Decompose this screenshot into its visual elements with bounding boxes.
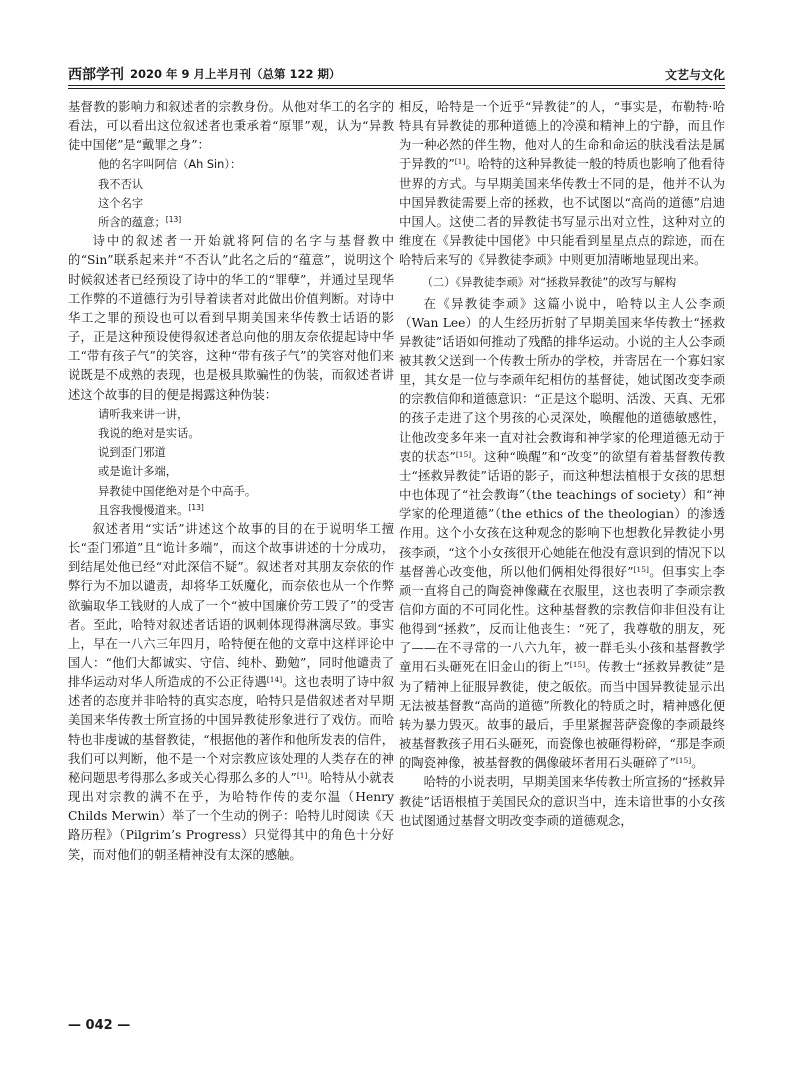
poem-line: 说到歪门邪道 — [98, 446, 166, 460]
poem-line: 他的名字叫阿信（Ah Sin）： — [98, 158, 242, 172]
section-name: 文艺与文化 — [664, 68, 725, 82]
citation: [13] — [165, 215, 182, 225]
poem-line: 或是诡计多端， — [98, 465, 178, 479]
paragraph-text: 在《异教徒李顽》这篇小说中，哈特以主人公李顽（Wan Lee）的人生经历折射了早期美国来华传教士“拯救异教徒”话语如何推动了残酷的排华运动。小说的主人公李顽被其教父送到一个传教士所办的学校，并寄居在一个寡妇家里，其女是一位与李顽年纪相仿的基督徒，她试图改变李顽的宗教信仰和道德意识：“正是这个聪明、活泼、天真、无邪的孩子走进了这个男孩的心灵深处，唤醒他的道德敏感性，让他改变多年来一直对社会教诲和神学家的伦理道德无动于衷的状态” — [399, 296, 726, 464]
paragraph: 哈特的小说表明，早期美国来华传教士所宣扬的“拯救异教徒”话语根植于美国民众的意识当中，连未谙世事的小女孩也试图通过基督文明改变李顽的道德观念， — [399, 775, 726, 828]
paragraph-text: 。这也表明了诗中叙述者的态度并非哈特的真实态度，哈特只是借叙述者对早期美国来华传教士所宣扬的中国异教徒形象进行了戏仿。而哈特也非虔诚的基督教徒，“根据他的著作和他所发表的信件，我们可以判断，他不是一个对宗教应该处理的人类存在的神秘问题思考得那么多或关心得那么多的人” — [68, 675, 395, 785]
paragraph-text: 。哈特从小就表现出对宗教的满不在乎，为哈特作传的麦尔温（Henry Childs Merwin）举了一个生动的例子：哈特儿时阅读《天路历程》（Pilgrim’s Progress）只觉得其中的角色十分好笑，而对他们的朝圣精神没有太深的感触。 — [68, 770, 394, 862]
citation: [1] — [454, 157, 466, 167]
running-header — [68, 58, 725, 84]
page-number: — 042 — — [68, 1018, 131, 1033]
paragraph-text: 。 — [691, 756, 704, 771]
citation: [15] — [455, 449, 472, 459]
poem-text: 且容我慢慢道来。 — [98, 503, 189, 517]
paragraph: 基督教的影响力和叙述者的宗教身份。从他对华工的名字的看法，可以看出这位叙述者也秉承着“原罪”观，认为“异教徒中国佬”是“戴罪之身”： — [68, 100, 394, 153]
paragraph-text: 。但事实上李顽一直将自己的陶瓷神像藏在衣服里，这也表明了李顽宗教信仰方面的不可同化性。这种基督教的宗教信仰非但没有让他得到“拯救”，反而让他丧生：“死了，我尊敬的朋友，死了——在不寻常的一八六九年，被一群毛头小孩和基督教学童用石头砸死在旧金山的街上” — [399, 564, 725, 675]
paragraph — [399, 98, 725, 270]
poem-line: 这个名字 — [98, 196, 144, 210]
section-subheading: （二）《异教徒李顽》对“拯救异教徒”的改写与解构 — [421, 276, 677, 290]
citation: [15] — [633, 564, 649, 574]
citation: [13] — [188, 502, 204, 512]
citation: [14] — [266, 675, 283, 685]
right-column — [399, 98, 725, 831]
poem-line: 异教徒中国佬绝对是个中高手。 — [98, 484, 257, 498]
left-column — [68, 98, 394, 865]
poem-line: 我说的绝对是实话。 — [98, 426, 200, 440]
citation: [15] — [569, 660, 586, 670]
poem-line: 我不否认 — [98, 177, 144, 191]
paragraph-text: 。哈特的这种异教徒一般的特质也影响了他看待世界的方式。与早期美国来华传教士不同的是，他并不认为中国异教徒需要上帝的拯救，也不试图以“高尚的道德”启迪中国人。这使二者的异教徒书写显示出对立性，这种对立的维度在《异教徒中国佬》中只能看到星星点点的踪迹，而在哈特后来写的《异教徒李顽》中则更加清晰地显现出来。 — [399, 157, 725, 268]
paragraph: 诗中的叙述者一开始就将阿信的名字与基督教中的“Sin”联系起来并“不否认”此名之后的“蕴意”，说明这个时候叙述者已经预设了诗中的华工的“罪孽”，并通过呈现华工作弊的不道德行为引导着读者对此做出价值判断。对诗中华工之罪的预设也可以看到早期美国来华传教士话语的影子，正是这种预设使得叙述者总向他的朋友奈依提起诗中华工“带有孩子气”的笑容，这种“带有孩子气”的笑容对他们来说既是不成熟的表现，也是极具欺骗性的伪装，而叙述者讲述这个故事的目的便是揭露这种伪装： — [68, 234, 394, 402]
paragraph-text: 叙述者用“实话”讲述这个故事的目的在于说明华工擅长“歪门邪道”且“诡计多端”，而这个故事讲述的十分成功，到结尾处他已经“对此深信不疑”。叙述者对其朋友奈依的作弊行为不加以谴责，却将华工妖魔化，而奈依也从一个作弊欲骗取华工钱财的人成了一个“被中国廉价劳工毁了”的受害者。至此，哈特对叙述者话语的讽刺体现得淋漓尽致。事实上，早在一八六三年四月，哈特便在他的文章中这样评论中国人：“他们大都诚实、守信、纯朴、勤勉”，同时他谴责了排华运动对华人所造成的不公正待遇 — [68, 521, 394, 690]
paragraph-text: 。传教士“拯救异教徒”是为了精神上征服异教徒，使之皈依。而当中国异教徒显示出无法被基督教“高尚的道德”所教化的特质之时，精神感化便转为暴力毁灭。故事的最后，手里紧握菩萨瓷像的李顽最终被基督教孩子用石头砸死，而瓷像也被砸得粉碎，“那是李顽的陶瓷神像，被基督教的偶像破坏者用石头砸碎了” — [399, 660, 726, 771]
poem-line — [68, 501, 394, 520]
journal-name: 西部学刊 — [68, 67, 124, 83]
citation: [15] — [675, 756, 692, 766]
issue-info: 2020 年 9 月上半月刊（总第 122 期） — [130, 67, 341, 81]
citation: [1] — [296, 770, 308, 780]
header-rule — [68, 85, 725, 86]
paragraph-text: 。这种“唤醒”和“改变”的欲望有着基督教传教士“拯救异教徒”话语的影子，而这种想法植根于女孩的思想中也体现了“社会教诲”（the teachings of society）和“神学家的伦理道德”（the ethics of the theologian）的渗透作用。这个小女孩在这种观念的影响下也想教化异教徒小男孩李顽，“这个小女孩很开心她能在他没有意识到的情况下以基督善心改变他，所以他们俩相处得很好” — [399, 449, 726, 579]
paragraph — [68, 520, 394, 865]
paragraph-text: 相反，哈特是一个近乎“异教徒”的人，“事实是，布勒特·哈特具有异教徒的那种道德上的冷漠和精神上的宁静，而且作为一种必然的伴生物，他对人的生命和命运的肤浅看法是属于异教的” — [399, 100, 725, 172]
paragraph — [399, 295, 725, 774]
poem-text: 所含的蕴意； — [98, 216, 166, 230]
poem-line: 请听我来讲一讲， — [98, 407, 189, 421]
poem-line — [68, 213, 394, 232]
header-rule-thin — [68, 88, 725, 89]
